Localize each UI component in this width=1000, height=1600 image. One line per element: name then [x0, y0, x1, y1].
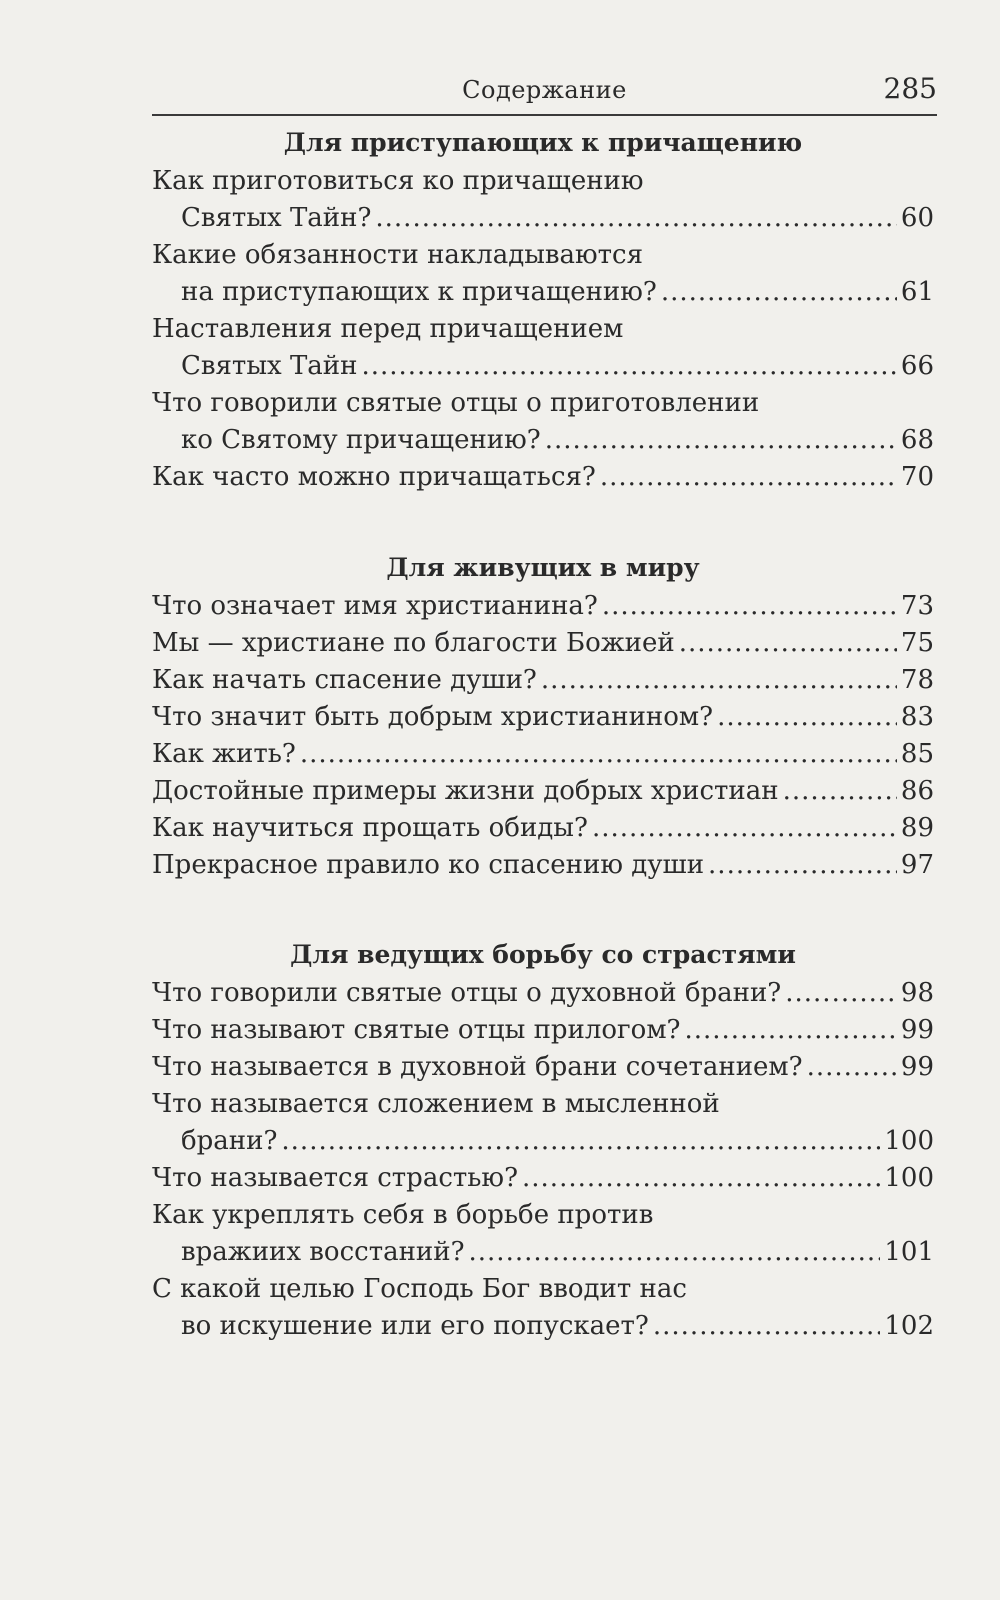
entry-title-line: Что говорили святые отцы о приготовлении [152, 388, 760, 418]
toc-entry[interactable] [152, 385, 934, 459]
toc-entry[interactable] [152, 1012, 934, 1049]
section-title: Для живущих в миру [386, 553, 700, 582]
entry-title-line: Что называют святые отцы прилогом? [152, 1015, 681, 1045]
dot-leader [783, 773, 897, 810]
entry-leader-row [152, 200, 934, 237]
entry-title-line: во искушение или его попускает? [181, 1311, 649, 1341]
entry-title-line: С какой целью Господь Бог вводит нас [152, 1274, 687, 1304]
toc-entry[interactable] [152, 736, 934, 773]
toc-entry[interactable] [152, 1160, 934, 1197]
entry-title-line: Прекрасное правило ко спасению души [152, 850, 705, 880]
dot-leader [281, 1123, 880, 1160]
entry-page-number: 102 [884, 1311, 934, 1341]
running-header [152, 70, 937, 116]
section-title: Для ведущих борьбу со страстями [290, 940, 796, 969]
entry-title-line: Что говорили святые отцы о духовной брани? [152, 978, 782, 1008]
entry-page-number: 73 [900, 591, 934, 621]
entry-page-number: 70 [900, 462, 934, 492]
entry-title-line: Что называется страстью? [152, 1163, 519, 1193]
entry-page-number: 89 [900, 813, 934, 843]
entry-leader-row [152, 699, 934, 736]
entry-leader-row [152, 588, 934, 625]
entry-page-number: 98 [900, 978, 934, 1008]
toc-section [152, 128, 934, 496]
section-title: Для приступающих к причащению [283, 128, 803, 157]
entry-page-number: 78 [900, 665, 934, 695]
entry-title-line: Какие обязанности накладываются [152, 240, 644, 270]
entry-title-line: Как приготовиться ко причащению [152, 166, 644, 196]
dot-leader [522, 1160, 880, 1197]
dot-leader [592, 810, 897, 847]
entry-title-line: Как жить? [152, 739, 296, 769]
entry-page-number: 75 [900, 628, 934, 658]
page-number: 285 [883, 72, 937, 105]
entry-title-line: Что означает имя христианина? [152, 591, 598, 621]
entry-page-number: 97 [900, 850, 934, 880]
entry-title-line: Что значит быть добрым христианином? [152, 702, 714, 732]
entry-leader-row [152, 1160, 934, 1197]
entry-leader-row [152, 1234, 934, 1271]
dot-leader [375, 200, 897, 237]
entry-title-line: Как начать спасение души? [152, 665, 537, 695]
entry-leader-row [152, 773, 934, 810]
entry-page-number: 86 [900, 776, 934, 806]
entry-page-number: 68 [900, 425, 934, 455]
toc-entry[interactable] [152, 1049, 934, 1086]
dot-leader [785, 975, 897, 1012]
entry-leader-row [152, 1308, 934, 1345]
entry-page-number: 99 [900, 1015, 934, 1045]
toc-entry[interactable] [152, 662, 934, 699]
entry-leader-row [152, 1012, 934, 1049]
toc-entry[interactable] [152, 163, 934, 237]
entry-page-number: 83 [900, 702, 934, 732]
toc-entry[interactable] [152, 1271, 934, 1345]
toc-entry[interactable] [152, 311, 934, 385]
entry-title-line: Как научиться прощать обиды? [152, 813, 588, 843]
entry-title-line: Что называется в духовной брани сочетанием? [152, 1052, 803, 1082]
entry-leader-row [152, 625, 934, 662]
dot-leader [600, 459, 897, 496]
entry-leader-row [152, 810, 934, 847]
toc-entry[interactable] [152, 699, 934, 736]
entry-leader-row [152, 274, 934, 311]
entry-title-line: ко Святому причащению? [181, 425, 541, 455]
toc-entry[interactable] [152, 975, 934, 1012]
dot-leader [717, 699, 897, 736]
toc-entry[interactable] [152, 847, 934, 884]
toc-section [152, 940, 934, 1345]
entry-page-number: 85 [900, 739, 934, 769]
entry-title-line: Наставления перед причащением [152, 314, 624, 344]
entry-title-line: Святых Тайн? [181, 203, 372, 233]
entry-title-line: Как часто можно причащаться? [152, 462, 596, 492]
entry-leader-row [152, 662, 934, 699]
entry-page-number: 61 [900, 277, 934, 307]
entry-leader-row [152, 422, 934, 459]
entry-page-number: 66 [900, 351, 934, 381]
entry-title-line: Мы — христиане по благости Божией [152, 628, 675, 658]
toc-entry[interactable] [152, 459, 934, 496]
dot-leader [361, 348, 896, 385]
entry-title-line: Святых Тайн [181, 351, 358, 381]
toc-entry[interactable] [152, 773, 934, 810]
entry-title-line: брани? [181, 1126, 278, 1156]
entry-title-line: Достойные примеры жизни добрых христиан [152, 776, 779, 806]
toc-entry[interactable] [152, 237, 934, 311]
entry-page-number: 99 [900, 1052, 934, 1082]
dot-leader [602, 588, 897, 625]
toc-entry-list [152, 975, 934, 1345]
dot-leader [807, 1049, 897, 1086]
entry-page-number: 100 [884, 1126, 934, 1156]
toc-entry-list [152, 163, 934, 496]
dot-leader [653, 1308, 880, 1345]
dot-leader [679, 625, 897, 662]
entry-leader-row [152, 847, 934, 884]
entry-leader-row [152, 1123, 934, 1160]
entry-leader-row [152, 348, 934, 385]
entry-leader-row [152, 736, 934, 773]
toc-entry[interactable] [152, 1197, 934, 1271]
toc-section [152, 553, 934, 884]
entry-title-line: Как укреплять себя в борьбе против [152, 1200, 654, 1230]
toc-entry[interactable] [152, 625, 934, 662]
header-title: Содержание [462, 76, 627, 104]
entry-page-number: 60 [900, 203, 934, 233]
dot-leader [300, 736, 897, 773]
entry-page-number: 101 [884, 1237, 934, 1267]
dot-leader [708, 847, 897, 884]
dot-leader [661, 274, 897, 311]
toc-entry[interactable] [152, 1086, 934, 1160]
entry-title-line: вражиих восстаний? [181, 1237, 465, 1267]
toc-entry-list [152, 588, 934, 884]
entry-page-number: 100 [884, 1163, 934, 1193]
entry-leader-row [152, 1049, 934, 1086]
dot-leader [545, 422, 897, 459]
dot-leader [541, 662, 897, 699]
dot-leader [684, 1012, 896, 1049]
entry-leader-row [152, 975, 934, 1012]
toc-entry[interactable] [152, 588, 934, 625]
dot-leader [469, 1234, 881, 1271]
entry-leader-row [152, 459, 934, 496]
toc-entry[interactable] [152, 810, 934, 847]
entry-title-line: Что называется сложением в мысленной [152, 1089, 720, 1119]
entry-title-line: на приступающих к причащению? [181, 277, 657, 307]
